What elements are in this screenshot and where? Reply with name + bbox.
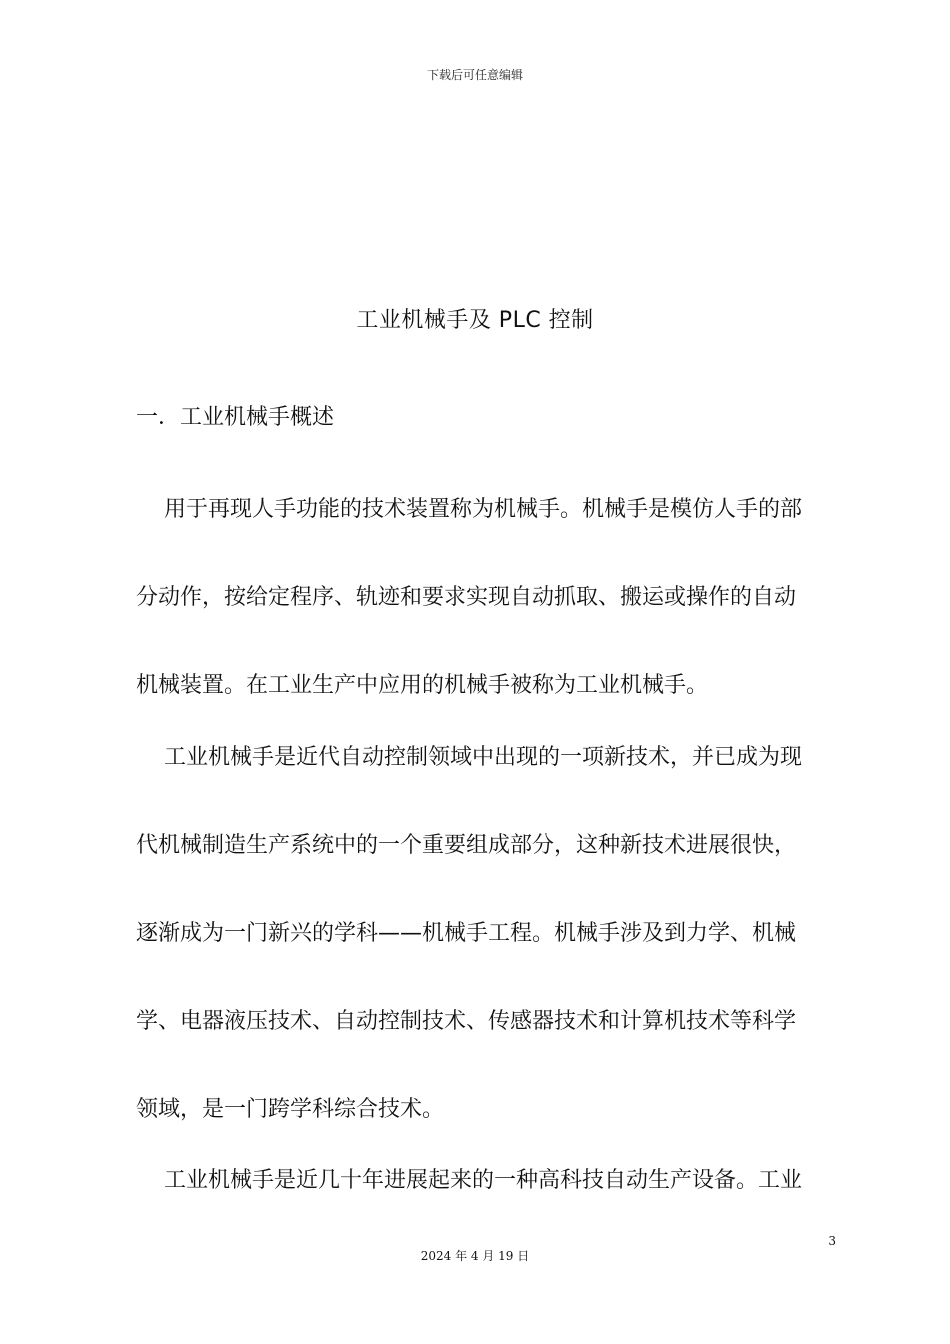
page-header-note: 下载后可任意编辑: [426, 68, 523, 82]
paragraph-line: 学、电器液压技术、自动控制技术、传感器技术和计算机技术等科学: [136, 1009, 797, 1034]
paragraph-line: 用于再现人手功能的技术装置称为机械手。机械手是模仿人手的部: [164, 497, 803, 522]
section-heading: 一．工业机械手概述: [136, 405, 335, 430]
paragraph-line: 代机械制造生产系统中的一个重要组成部分，这种新技术进展很快，: [136, 833, 797, 858]
paragraph-line: 分动作，按给定程序、轨迹和要求实现自动抓取、搬运或操作的自动: [136, 585, 797, 610]
document-title: 工业机械手及 PLC 控制: [356, 308, 594, 333]
page-number: 3: [828, 1234, 836, 1248]
paragraph-line: 工业机械手是近代自动控制领域中出现的一项新技术，并已成为现: [164, 745, 803, 770]
paragraph-line: 工业机械手是近几十年进展起来的一种高科技自动生产设备。工业: [164, 1168, 803, 1193]
paragraph-line: 机械装置。在工业生产中应用的机械手被称为工业机械手。: [136, 673, 709, 698]
paragraph-line: 逐渐成为一门新兴的学科——机械手工程。机械手涉及到力学、机械: [136, 921, 797, 946]
paragraph-line: 领域，是一门跨学科综合技术。: [136, 1097, 445, 1122]
footer-date: 2024 年 4 月 19 日: [420, 1249, 530, 1263]
